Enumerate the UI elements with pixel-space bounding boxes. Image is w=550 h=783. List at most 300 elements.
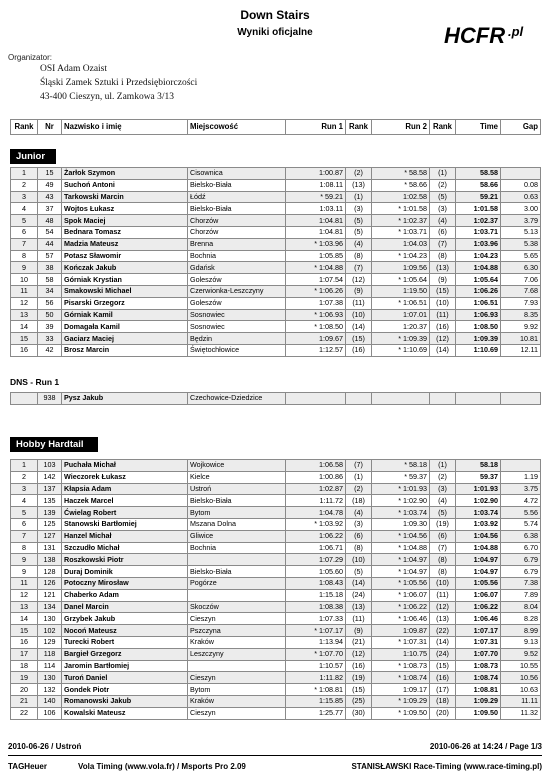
cell-gap: 10.81 — [501, 333, 541, 345]
cell-run2-rank: (3) — [430, 483, 456, 495]
cell-run2: * 59.37 — [372, 471, 430, 483]
cell-city: Leszczyny — [188, 648, 286, 660]
table-row — [11, 695, 541, 707]
cell-city: Brenna — [188, 238, 286, 250]
cell-name: Wieczorek Łukasz — [62, 471, 188, 483]
cell-nr: 34 — [38, 285, 62, 297]
cell-gap: 7.06 — [501, 274, 541, 286]
cell-gap: 0.63 — [501, 191, 541, 203]
cell-run1-rank — [346, 393, 372, 405]
cell-run2-rank: (16) — [430, 321, 456, 333]
cell-run2: * 1:01.58 — [372, 203, 430, 215]
results-header — [10, 119, 541, 135]
cell-nr: 44 — [38, 238, 62, 250]
cell-gap: 9.13 — [501, 636, 541, 648]
cell-run2-rank: (8) — [430, 566, 456, 578]
cell-time: 1:03.92 — [456, 518, 501, 530]
cell-run2: * 1:04.97 — [372, 554, 430, 566]
cell-run1: 1:00.87 — [286, 168, 346, 180]
cell-rank: 20 — [11, 684, 38, 696]
cell-run1-rank: (3) — [346, 518, 372, 530]
cell-city: Gdańsk — [188, 262, 286, 274]
cell-run1-rank: (7) — [346, 262, 372, 274]
cell-run2-rank: (9) — [430, 274, 456, 286]
cell-nr: 131 — [38, 542, 62, 554]
cell-run2-rank: (11) — [430, 309, 456, 321]
cell-name: Gaciarz Maciej — [62, 333, 188, 345]
cell-city: Gliwice — [188, 530, 286, 542]
table-row — [11, 648, 541, 660]
cell-name: Haczek Marcel — [62, 495, 188, 507]
cell-run1: 1:15.18 — [286, 589, 346, 601]
cell-time: 1:08.81 — [456, 684, 501, 696]
cell-run1: 1:07.38 — [286, 297, 346, 309]
cell-run2-rank: (5) — [430, 191, 456, 203]
cell-name: Żarłok Szymon — [62, 168, 188, 180]
cell-run1: 1:04.81 — [286, 226, 346, 238]
cell-rank: 7 — [11, 530, 38, 542]
cell-time: 1:08.74 — [456, 672, 501, 684]
cell-run1-rank: (9) — [346, 285, 372, 297]
cell-nr: 121 — [38, 589, 62, 601]
table-row — [11, 179, 541, 191]
cell-nr: 50 — [38, 309, 62, 321]
cell-name: Suchoń Antoni — [62, 179, 188, 191]
cell-time: 1:02.90 — [456, 495, 501, 507]
cell-gap: 5.56 — [501, 507, 541, 519]
cell-run2: 1:09.17 — [372, 684, 430, 696]
cell-gap: 4.72 — [501, 495, 541, 507]
cell-nr: 127 — [38, 530, 62, 542]
table-row — [11, 566, 541, 578]
cell-run1-rank: (2) — [346, 168, 372, 180]
cell-run2-rank: (7) — [430, 238, 456, 250]
cell-rank: 16 — [11, 344, 38, 356]
cell-rank: 14 — [11, 321, 38, 333]
cell-run2: * 1:04.23 — [372, 250, 430, 262]
cell-nr: 142 — [38, 471, 62, 483]
cell-run1-rank: (11) — [346, 297, 372, 309]
col-nr: Nr — [38, 120, 62, 135]
cell-run2-rank: (18) — [430, 695, 456, 707]
cell-city: Goleszów — [188, 297, 286, 309]
cell-run2: * 1:04.97 — [372, 566, 430, 578]
cell-nr: 54 — [38, 226, 62, 238]
table-row — [11, 309, 541, 321]
section-junior: Junior — [10, 149, 56, 164]
cell-city: Bielsko-Biała — [188, 179, 286, 191]
cell-time: 1:08.50 — [456, 321, 501, 333]
cell-rank: 11 — [11, 285, 38, 297]
cell-nr: 138 — [38, 554, 62, 566]
cell-run1: * 1:07.17 — [286, 625, 346, 637]
cell-gap: 3.79 — [501, 215, 541, 227]
cell-city: Będzin — [188, 333, 286, 345]
cell-nr: 42 — [38, 344, 62, 356]
cell-rank: 16 — [11, 636, 38, 648]
cell-nr: 43 — [38, 191, 62, 203]
cell-run2: * 1:05.56 — [372, 577, 430, 589]
cell-city: Cieszyn — [188, 613, 286, 625]
cell-run2: * 58.66 — [372, 179, 430, 191]
cell-name: Kłapsia Adam — [62, 483, 188, 495]
cell-city: Skoczów — [188, 601, 286, 613]
cell-time: 58.18 — [456, 460, 501, 472]
cell-run1: * 1:06.93 — [286, 309, 346, 321]
cell-rank: 19 — [11, 672, 38, 684]
cell-run2-rank: (7) — [430, 542, 456, 554]
logo-suffix: .pl — [508, 24, 524, 39]
cell-nr: 938 — [38, 393, 62, 405]
cell-city: Chorzów — [188, 226, 286, 238]
table-row — [11, 274, 541, 286]
cell-gap: 10.55 — [501, 660, 541, 672]
cell-rank: 4 — [11, 495, 38, 507]
cell-run2: 1:10.75 — [372, 648, 430, 660]
cell-city: Kraków — [188, 695, 286, 707]
cell-city: Cieszyn — [188, 707, 286, 719]
table-row — [11, 483, 541, 495]
cell-run1-rank: (2) — [346, 483, 372, 495]
cell-run1: 1:08.11 — [286, 179, 346, 191]
cell-rank: 12 — [11, 589, 38, 601]
cell-time: 58.66 — [456, 179, 501, 191]
cell-name: Turoń Daniel — [62, 672, 188, 684]
cell-name: Jaromin Bartłomiej — [62, 660, 188, 672]
cell-time: 1:03.71 — [456, 226, 501, 238]
cell-time: 1:06.22 — [456, 601, 501, 613]
page-subtitle: Wyniki oficjalne — [237, 27, 313, 38]
cell-name: Górniak Krystian — [62, 274, 188, 286]
cell-run1: 1:11.82 — [286, 672, 346, 684]
cell-nr: 49 — [38, 179, 62, 191]
cell-run1: 1:15.85 — [286, 695, 346, 707]
cell-city: Cieszyn — [188, 672, 286, 684]
cell-run1-rank: (1) — [346, 471, 372, 483]
table-row — [11, 393, 541, 405]
cell-name: Potoczny Mirosław — [62, 577, 188, 589]
cell-time: 1:06.07 — [456, 589, 501, 601]
cell-run1: 1:04.81 — [286, 215, 346, 227]
cell-rank: 17 — [11, 648, 38, 660]
cell-run1-rank: (11) — [346, 613, 372, 625]
cell-rank: 6 — [11, 518, 38, 530]
table-row — [11, 250, 541, 262]
cell-city — [188, 554, 286, 566]
cell-city: Cisownica — [188, 168, 286, 180]
table-row — [11, 285, 541, 297]
cell-run1: * 1:06.26 — [286, 285, 346, 297]
cell-run1-rank: (8) — [346, 250, 372, 262]
cell-city: Sosnowiec — [188, 309, 286, 321]
cell-city: Świętochłowice — [188, 344, 286, 356]
cell-run2-rank: (15) — [430, 285, 456, 297]
cell-city: Mszana Dolna — [188, 518, 286, 530]
cell-run2: * 1:05.64 — [372, 274, 430, 286]
cell-run2-rank: (15) — [430, 660, 456, 672]
cell-gap: 7.68 — [501, 285, 541, 297]
cell-run1-rank: (10) — [346, 554, 372, 566]
cell-nr: 130 — [38, 672, 62, 684]
cell-run1: * 1:03.96 — [286, 238, 346, 250]
col-run1: Run 1 — [286, 120, 346, 135]
cell-run2: 1:19.50 — [372, 285, 430, 297]
cell-run2-rank: (6) — [430, 226, 456, 238]
cell-time: 1:07.17 — [456, 625, 501, 637]
cell-name: Duraj Dominik — [62, 566, 188, 578]
cell-rank: 2 — [11, 471, 38, 483]
table-row — [11, 203, 541, 215]
cell-nr: 15 — [38, 168, 62, 180]
cell-city: Bytom — [188, 507, 286, 519]
cell-run1-rank: (14) — [346, 577, 372, 589]
cell-run2-rank: (12) — [430, 333, 456, 345]
cell-run2: * 1:07.31 — [372, 636, 430, 648]
cell-rank: 22 — [11, 707, 38, 719]
cell-run1-rank: (25) — [346, 695, 372, 707]
table-row — [11, 530, 541, 542]
cell-nr: 39 — [38, 321, 62, 333]
cell-time: 1:03.74 — [456, 507, 501, 519]
cell-run1-rank: (24) — [346, 589, 372, 601]
page-title: Down Stairs — [240, 8, 310, 22]
cell-gap: 8.04 — [501, 601, 541, 613]
cell-run1-rank: (15) — [346, 333, 372, 345]
cell-run2: * 1:03.71 — [372, 226, 430, 238]
cell-run1-rank: (4) — [346, 507, 372, 519]
cell-time: 1:06.51 — [456, 297, 501, 309]
cell-rank: 13 — [11, 601, 38, 613]
cell-nr: 132 — [38, 684, 62, 696]
cell-name: Nocoń Mateusz — [62, 625, 188, 637]
footer-right: 2010-06-26 at 14:24 / Page 1/3 — [429, 742, 542, 751]
cell-run2: 1:09.87 — [372, 625, 430, 637]
organizer-line: OSI Adam Ozaist — [40, 64, 108, 74]
cell-gap — [501, 460, 541, 472]
footer-divider — [8, 755, 542, 756]
cell-run1: 1:07.29 — [286, 554, 346, 566]
cell-run2-rank — [430, 393, 456, 405]
cell-city: Goleszów — [188, 274, 286, 286]
cell-run1: 1:06.58 — [286, 460, 346, 472]
cell-nr: 135 — [38, 495, 62, 507]
cell-name: Romanowski Jakub — [62, 695, 188, 707]
cell-run2-rank: (8) — [430, 250, 456, 262]
cell-run2-rank: (1) — [430, 460, 456, 472]
cell-gap: 11.32 — [501, 707, 541, 719]
cell-run2: * 1:06.46 — [372, 613, 430, 625]
organizer-label: Organizator: — [8, 53, 53, 62]
cell-time: 1:04.56 — [456, 530, 501, 542]
table-row — [11, 191, 541, 203]
cell-run2-rank: (24) — [430, 648, 456, 660]
cell-run1: 1:06.22 — [286, 530, 346, 542]
cell-time: 59.21 — [456, 191, 501, 203]
cell-rank: 1 — [11, 168, 38, 180]
table-row — [11, 577, 541, 589]
cell-run1: * 1:03.92 — [286, 518, 346, 530]
cell-name: Smakowski Michael — [62, 285, 188, 297]
cell-time: 1:06.46 — [456, 613, 501, 625]
cell-gap: 5.13 — [501, 226, 541, 238]
cell-run2: * 1:06.22 — [372, 601, 430, 613]
cell-gap: 5.65 — [501, 250, 541, 262]
cell-city: Ustroń — [188, 483, 286, 495]
organizer-line: 43-400 Cieszyn, ul. Zamkowa 3/13 — [40, 92, 175, 102]
cell-run1: 1:07.33 — [286, 613, 346, 625]
cell-run1-rank: (10) — [346, 309, 372, 321]
cell-run2: * 1:06.07 — [372, 589, 430, 601]
col-gap: Gap — [501, 120, 541, 135]
table-row — [11, 625, 541, 637]
cell-run1-rank: (12) — [346, 274, 372, 286]
cell-rank: 9 — [11, 566, 38, 578]
cell-time: 1:08.73 — [456, 660, 501, 672]
cell-run2-rank: (17) — [430, 684, 456, 696]
cell-run2-rank: (22) — [430, 625, 456, 637]
cell-nr: 137 — [38, 483, 62, 495]
cell-city: Chorzów — [188, 215, 286, 227]
cell-run2: 1:09.30 — [372, 518, 430, 530]
cell-gap: 7.89 — [501, 589, 541, 601]
cell-city — [188, 589, 286, 601]
table-row — [11, 215, 541, 227]
cell-run1: * 1:07.70 — [286, 648, 346, 660]
table-row — [11, 636, 541, 648]
cell-run2: * 58.58 — [372, 168, 430, 180]
cell-run1: * 1:08.81 — [286, 684, 346, 696]
cell-nr: 56 — [38, 297, 62, 309]
cell-name: Wojtos Łukasz — [62, 203, 188, 215]
cell-name: Roszkowski Piotr — [62, 554, 188, 566]
table-row — [11, 589, 541, 601]
cell-name: Tarkowski Marcin — [62, 191, 188, 203]
cell-time: 1:05.64 — [456, 274, 501, 286]
cell-run1-rank: (1) — [346, 191, 372, 203]
cell-run1-rank: (12) — [346, 648, 372, 660]
cell-time: 1:07.70 — [456, 648, 501, 660]
cell-nr: 103 — [38, 460, 62, 472]
cell-run2-rank: (5) — [430, 507, 456, 519]
logo-text: HCFR — [444, 23, 506, 48]
cell-name: Spok Maciej — [62, 215, 188, 227]
cell-gap — [501, 168, 541, 180]
table-row — [11, 238, 541, 250]
cell-run1-rank: (16) — [346, 344, 372, 356]
table-row — [11, 344, 541, 356]
cell-nr: 58 — [38, 274, 62, 286]
cell-name: Potasz Sławomir — [62, 250, 188, 262]
cell-run1: 1:07.54 — [286, 274, 346, 286]
table-row — [11, 601, 541, 613]
cell-gap: 7.38 — [501, 577, 541, 589]
cell-city: Czerwionka-Leszczyny — [188, 285, 286, 297]
col-run2-rank: Rank — [430, 120, 456, 135]
cell-time: 1:06.26 — [456, 285, 501, 297]
cell-run2: * 1:10.69 — [372, 344, 430, 356]
cell-run2-rank: (13) — [430, 613, 456, 625]
cell-gap: 10.63 — [501, 684, 541, 696]
cell-rank: 9 — [11, 554, 38, 566]
cell-name: Gondek Piotr — [62, 684, 188, 696]
cell-run1: * 1:04.88 — [286, 262, 346, 274]
cell-name: Chaberko Adam — [62, 589, 188, 601]
cell-gap: 3.00 — [501, 203, 541, 215]
cell-name: Brosz Marcin — [62, 344, 188, 356]
cell-run2-rank: (11) — [430, 589, 456, 601]
cell-run1-rank: (16) — [346, 660, 372, 672]
cell-rank — [11, 393, 38, 405]
hcfr-logo — [442, 22, 542, 48]
cell-rank: 3 — [11, 191, 38, 203]
table-row — [11, 554, 541, 566]
cell-name: Ćwielag Robert — [62, 507, 188, 519]
cell-gap: 6.70 — [501, 542, 541, 554]
cell-name: Puchała Michał — [62, 460, 188, 472]
section-hobby-hardtail: Hobby Hardtail — [10, 437, 98, 452]
cell-run1: 1:05.60 — [286, 566, 346, 578]
cell-time: 1:04.97 — [456, 554, 501, 566]
table-row — [11, 460, 541, 472]
cell-rank: 3 — [11, 483, 38, 495]
dns-table — [10, 392, 541, 405]
cell-run1: * 59.21 — [286, 191, 346, 203]
cell-gap: 6.38 — [501, 530, 541, 542]
cell-time: 1:02.37 — [456, 215, 501, 227]
cell-nr: 114 — [38, 660, 62, 672]
cell-rank: 5 — [11, 215, 38, 227]
cell-run1-rank: (13) — [346, 601, 372, 613]
cell-run1-rank: (15) — [346, 684, 372, 696]
cell-run1: 1:12.57 — [286, 344, 346, 356]
cell-nr: 48 — [38, 215, 62, 227]
cell-rank: 15 — [11, 625, 38, 637]
cell-city: Czechowice-Dziedzice — [188, 393, 286, 405]
cell-name: Pysz Jakub — [62, 393, 188, 405]
cell-run2-rank: (6) — [430, 530, 456, 542]
cell-time: 1:10.69 — [456, 344, 501, 356]
table-row — [11, 542, 541, 554]
cell-nr: 134 — [38, 601, 62, 613]
cell-name: Stanowski Bartłomiej — [62, 518, 188, 530]
cell-time: 1:05.56 — [456, 577, 501, 589]
cell-nr: 106 — [38, 707, 62, 719]
cell-rank: 21 — [11, 695, 38, 707]
cell-gap: 9.92 — [501, 321, 541, 333]
cell-rank: 1 — [11, 460, 38, 472]
cell-nr: 37 — [38, 203, 62, 215]
cell-name: Grzybek Jakub — [62, 613, 188, 625]
cell-gap: 7.93 — [501, 297, 541, 309]
footer-left: 2010-06-26 / Ustroń — [8, 742, 82, 751]
cell-run2-rank: (19) — [430, 518, 456, 530]
cell-city: Kielce — [188, 471, 286, 483]
cell-run1-rank: (21) — [346, 636, 372, 648]
cell-run2-rank: (14) — [430, 344, 456, 356]
cell-nr: 128 — [38, 566, 62, 578]
cell-run2-rank: (2) — [430, 471, 456, 483]
cell-time: 1:01.93 — [456, 483, 501, 495]
table-row — [11, 226, 541, 238]
junior-table — [10, 167, 541, 357]
table-row — [11, 321, 541, 333]
cell-time: 59.37 — [456, 471, 501, 483]
cell-nr: 57 — [38, 250, 62, 262]
table-row — [11, 684, 541, 696]
cell-run2: * 1:09.29 — [372, 695, 430, 707]
table-row — [11, 297, 541, 309]
cell-gap: 0.08 — [501, 179, 541, 191]
